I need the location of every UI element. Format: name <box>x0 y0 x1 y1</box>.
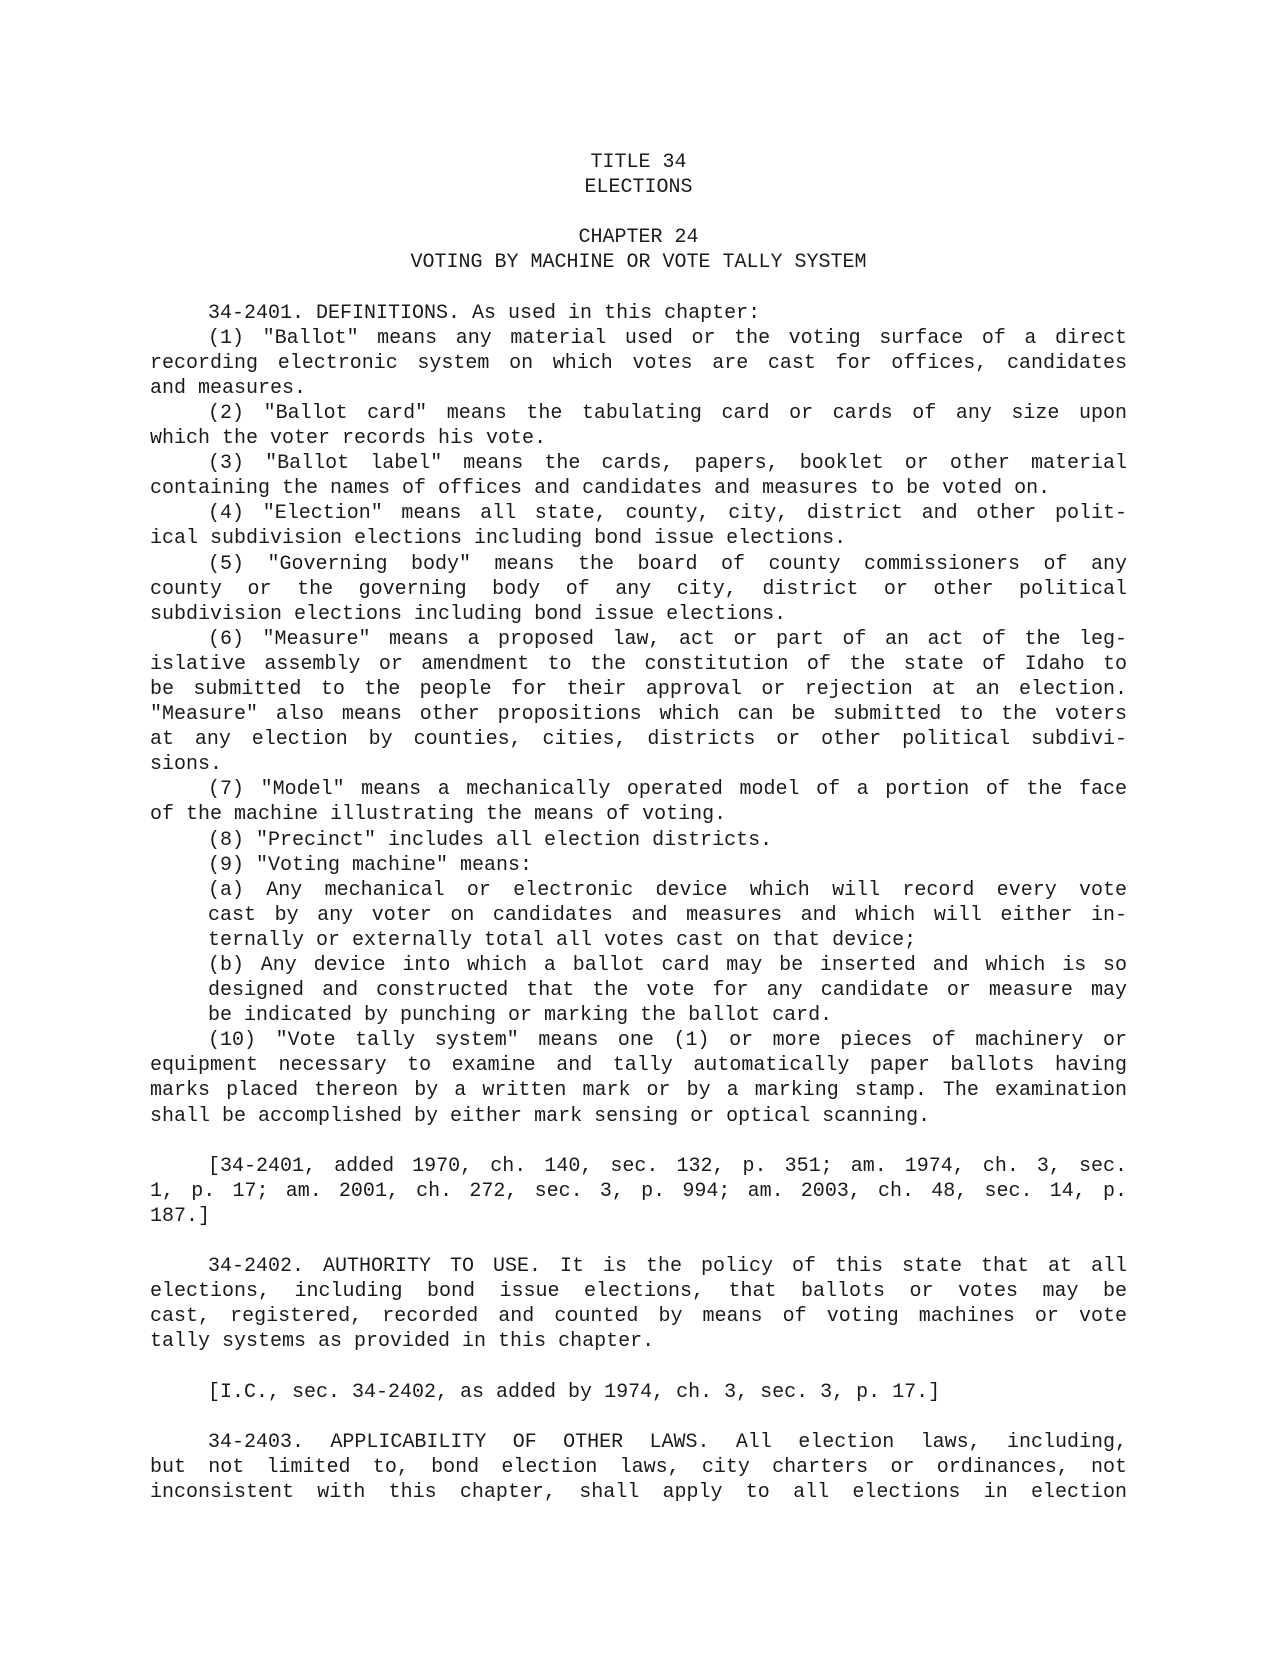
blank-line <box>150 200 1127 225</box>
text-line: 1, p. 17; am. 2001, ch. 272, sec. 3, p. 994; am. 2003, ch. 48, sec. 14, p. <box>150 1179 1127 1203</box>
text-line: sions. <box>150 753 223 777</box>
text-line: TITLE 34 <box>590 151 687 174</box>
text-line: marks placed thereon by a written mark or by a marking stamp. The examination <box>150 1079 1127 1103</box>
text-line: equipment necessary to examine and tally automatically paper ballots having <box>150 1054 1127 1078</box>
text-line: be submitted to the people for their approval or rejection at an election. <box>150 677 1127 701</box>
text-line: (a) Any mechanical or electronic device which will record every vote <box>208 878 1127 902</box>
text-line: (1) "Ballot" means any material used or the voting surface of a direct <box>208 326 1127 350</box>
text-line: cast by any voter on candidates and measures and which will either in- <box>208 903 1127 927</box>
document-page <box>150 150 1127 1505</box>
blank-line <box>150 1405 1127 1430</box>
text-line: (9) "Voting machine" means: <box>208 853 533 877</box>
text-line: designed and constructed that the vote for any candidate or measure may <box>208 979 1127 1003</box>
text-line: which the voter records his vote. <box>150 427 547 451</box>
blank-line <box>150 1355 1127 1380</box>
text-line: recording electronic system on which votes are cast for offices, candidates <box>150 351 1127 375</box>
text-line: (8) "Precinct" includes all election districts. <box>208 828 773 852</box>
text-line: be indicated by punching or marking the ballot card. <box>208 1004 833 1028</box>
text-line: but not limited to, bond election laws, city charters or ordinances, not <box>150 1455 1127 1479</box>
text-line: shall be accomplished by either mark sensing or optical scanning. <box>150 1104 931 1128</box>
text-line: inconsistent with this chapter, shall apply to all elections in election <box>150 1480 1127 1504</box>
text-line: (6) "Measure" means a proposed law, act or part of an act of the leg- <box>208 627 1127 651</box>
text-line: 34-2401. DEFINITIONS. As used in this chapter: <box>208 301 761 325</box>
text-line: elections, including bond issue elections, that ballots or votes may be <box>150 1280 1127 1304</box>
text-line: of the machine illustrating the means of voting. <box>150 803 727 827</box>
text-line: 187.] <box>150 1204 211 1228</box>
text-line: ical subdivision elections including bond issue elections. <box>150 527 847 551</box>
text-line: CHAPTER 24 <box>578 226 699 250</box>
text-line: (10) "Vote tally system" means one (1) or more pieces of machinery or <box>208 1029 1127 1053</box>
blank-line <box>150 1229 1127 1254</box>
text-line: subdivision elections including bond issue elections. <box>150 602 787 626</box>
text-line: (2) "Ballot card" means the tabulating card or cards of any size upon <box>208 401 1127 425</box>
text-line: cast, registered, recorded and counted by means of voting machines or vote <box>150 1305 1127 1329</box>
text-line: (4) "Election" means all state, county, city, district and other polit- <box>208 502 1127 526</box>
text-line: islative assembly or amendment to the constitution of the state of Idaho to <box>150 652 1127 676</box>
text-line: ternally or externally total all votes cast on that device; <box>208 928 917 952</box>
text-line: [I.C., sec. 34-2402, as added by 1974, ch. 3, sec. 3, p. 17.] <box>208 1380 941 1404</box>
blank-line <box>150 1129 1127 1154</box>
text-line: (b) Any device into which a ballot card may be inserted and which is so <box>208 954 1127 977</box>
text-line: 34-2402. AUTHORITY TO USE. It is the policy of this state that at all <box>208 1255 1127 1279</box>
text-line: and measures. <box>150 376 307 400</box>
text-line: (5) "Governing body" means the board of county commissioners of any <box>208 552 1127 576</box>
text-line: tally systems as provided in this chapter. <box>150 1330 655 1354</box>
text-line: [34-2401, added 1970, ch. 140, sec. 132, p. 351; am. 1974, ch. 3, sec. <box>208 1154 1127 1178</box>
text-line: (7) "Model" means a mechanically operated model of a portion of the face <box>208 778 1127 802</box>
text-line: (3) "Ballot label" means the cards, papers, booklet or other material <box>208 452 1127 476</box>
text-line: ELECTIONS <box>584 176 693 200</box>
blank-line <box>150 275 1127 300</box>
text-line: county or the governing body of any city, district or other political <box>150 577 1127 601</box>
text-line: "Measure" also means other propositions which can be submitted to the voters <box>150 703 1127 727</box>
text-line: at any election by counties, cities, districts or other political subdivi- <box>150 728 1127 752</box>
text-line: 34-2403. APPLICABILITY OF OTHER LAWS. All election laws, including, <box>208 1430 1127 1454</box>
text-line: containing the names of offices and candidates and measures to be voted on. <box>150 477 1051 501</box>
text-line: VOTING BY MACHINE OR VOTE TALLY SYSTEM <box>410 251 867 275</box>
